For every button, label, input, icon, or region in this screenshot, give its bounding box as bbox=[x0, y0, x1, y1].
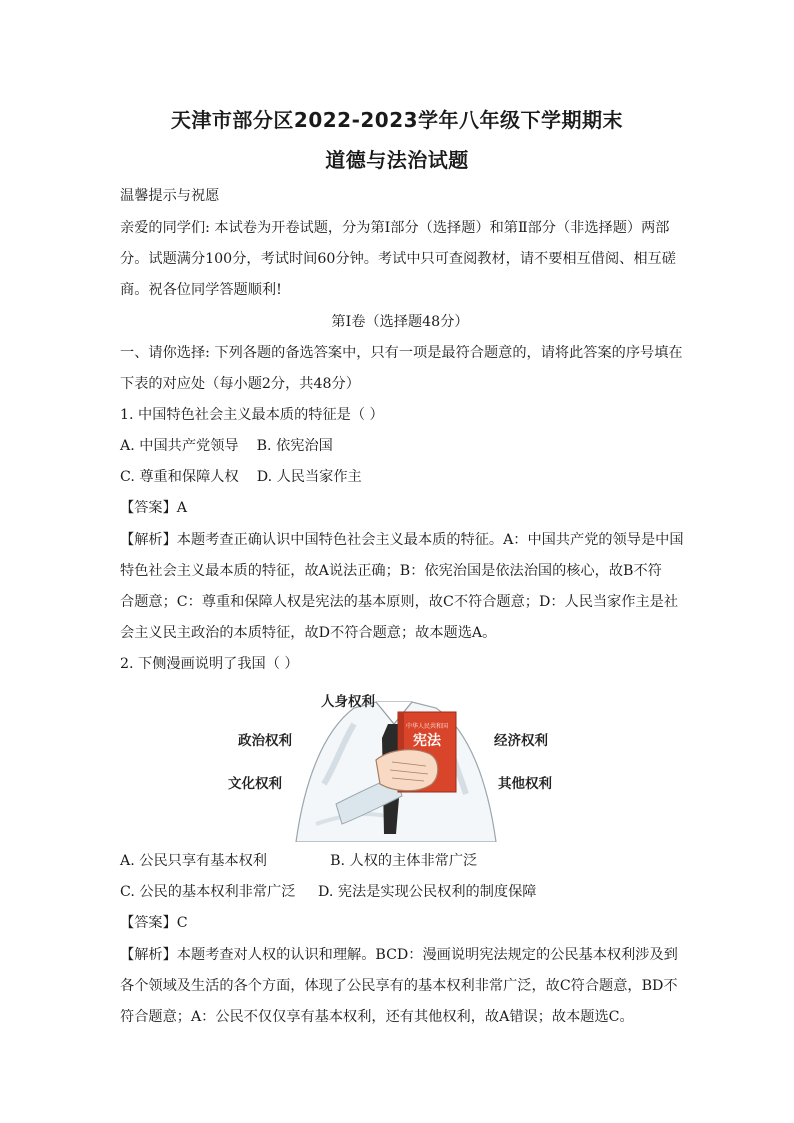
question-options: A. 中国共产党领导 B. 依宪治国 bbox=[120, 438, 333, 454]
question-stem: 1. 中国特色社会主义最本质的特征是（ ） bbox=[120, 407, 384, 423]
answer-label: 【答案】C bbox=[120, 915, 188, 931]
section-instruction: 下表的对应处（每小题2分，共48分） bbox=[120, 376, 360, 392]
intro-line: 商。祝各位同学答题顺利! bbox=[120, 282, 282, 298]
intro-line: 亲爱的同学们: 本试卷为开卷试题，分为第Ⅰ部分（选择题）和第Ⅱ部分（非选择题）两部 bbox=[120, 220, 670, 236]
comic-illustration bbox=[226, 684, 562, 842]
question-options: C. 公民的基本权利非常广泛 D. 宪法是实现公民权利的制度保障 bbox=[120, 884, 537, 900]
analysis-line: 【解析】本题考查对人权的认识和理解。BCD：漫画说明宪法规定的公民基本权利涉及到 bbox=[120, 947, 678, 963]
book-small-text: 中华人民共和国 bbox=[405, 723, 449, 730]
analysis-line: 符合题意；A：公民不仅仅享有基本权利，还有其他权利，故A错误；故本题选C。 bbox=[120, 1009, 634, 1025]
page-subtitle: 道德与法治试题 bbox=[325, 148, 469, 172]
analysis-line: 会主义民主政治的本质特征，故D不符合题意；故本题选A。 bbox=[120, 625, 497, 641]
analysis-line: 【解析】本题考查正确认识中国特色社会主义最本质的特征。A：中国共产党的领导是中国 bbox=[120, 532, 684, 548]
label-economic-rights: 经济权利 bbox=[494, 733, 548, 749]
section-title: 第Ⅰ卷（选择题48分） bbox=[331, 314, 469, 330]
analysis-line: 各个领域及生活的各个方面，体现了公民享有的基本权利非常广泛，故C符合题意，BD不 bbox=[120, 978, 678, 994]
label-cultural-rights: 文化权利 bbox=[228, 776, 282, 792]
intro-heading: 温馨提示与祝愿 bbox=[120, 188, 220, 204]
label-political-rights: 政治权利 bbox=[238, 733, 292, 749]
book-title: 宪法 bbox=[413, 733, 441, 749]
intro-line: 分。试题满分100分，考试时间60分钟。考试中只可查阅教材，请不要相互借阅、相互磋 bbox=[120, 251, 676, 267]
analysis-line: 特色社会主义最本质的特征，故A说法正确；B：依宪治国是依法治国的核心，故B不符 bbox=[120, 563, 662, 579]
page-title: 天津市部分区2022-2023学年八年级下学期期末 bbox=[170, 108, 624, 132]
section-instruction: 一、请你选择: 下列各题的备选答案中，只有一项是最符合题意的，请将此答案的序号填在 bbox=[120, 345, 683, 361]
question-stem: 2. 下侧漫画说明了我国（ ） bbox=[120, 656, 299, 672]
label-personal-rights: 人身权利 bbox=[321, 694, 375, 710]
question-options: A. 公民只享有基本权利 B. 人权的主体非常广泛 bbox=[120, 853, 478, 869]
question-options: C. 尊重和保障人权 D. 人民当家作主 bbox=[120, 469, 362, 485]
hand-icon bbox=[376, 750, 438, 791]
analysis-line: 合题意；C：尊重和保障人权是宪法的基本原则，故C不符合题意；D：人民当家作主是社 bbox=[120, 594, 679, 610]
label-other-rights: 其他权利 bbox=[498, 776, 552, 792]
answer-label: 【答案】A bbox=[120, 500, 187, 516]
constitution-comic bbox=[226, 684, 562, 842]
